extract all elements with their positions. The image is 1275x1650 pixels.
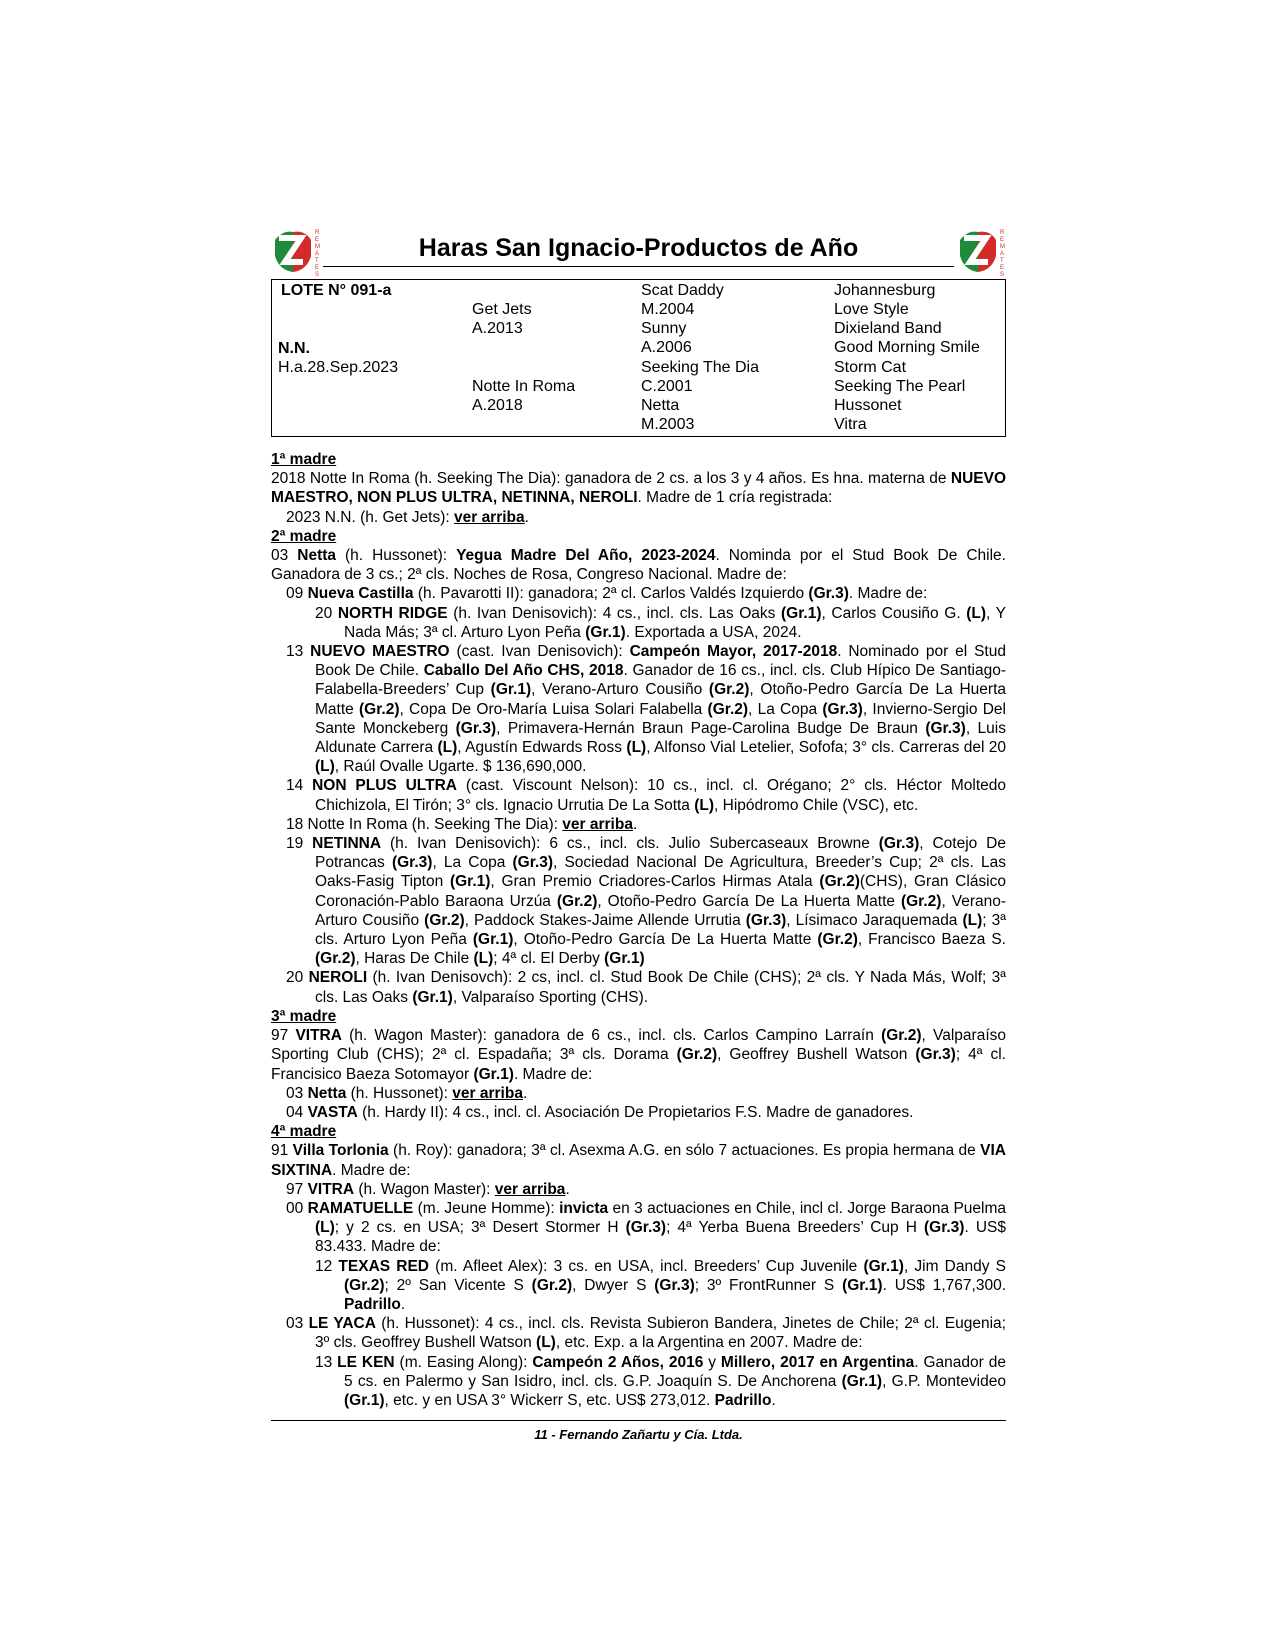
svg-text:E: E (1000, 237, 1005, 243)
dam-name: Notte In Roma (472, 378, 576, 395)
grandsire-maternal-year: C.2001 (641, 378, 693, 395)
ver-arriba-ref: ver arriba (452, 1084, 523, 1102)
paragraph: 03 Netta (h. Hussonet): Yegua Madre Del Año, 2023-2024. Nominda por el Stud Book De Chile. Ganadora de 3 cs.; 2ª cls. Noches de Rosa, Congreso Nacional. Madre de: (271, 547, 1006, 584)
sire-name: Get Jets (472, 301, 532, 318)
svg-text:R: R (315, 230, 320, 236)
ver-arriba-ref: ver arriba (453, 508, 525, 526)
grandsire-paternal-year: M.2004 (641, 301, 695, 318)
dam-year: A.2018 (472, 397, 523, 414)
produce-record (271, 450, 1006, 1410)
ancestor: Good Morning Smile (834, 339, 980, 356)
ver-arriba-ref: ver arriba (562, 815, 633, 833)
page-header (271, 226, 1006, 276)
sire-year: A.2013 (472, 320, 523, 337)
paragraph: 91 Villa Torlonia (h. Roy): ganadora; 3ª cl. Asexma A.G. en sólo 7 actuaciones. Es propia hermana de VIA SIXTINA. Madre de: (271, 1142, 1006, 1179)
grandsire-paternal: Scat Daddy (641, 282, 724, 299)
paragraph: 97 VITRA (h. Wagon Master): ganadora de 6 cs., incl. cls. Carlos Campino Larraín (Gr.2), Valparaíso Sporting Club (CHS); 2ª cl. Espadaña; 3ª cls. Dorama (Gr.2), Geoffrey Bushell Watson (Gr.3); 4ª cl. Francisico Baeza Sotomayor (Gr.1). Madre de: (271, 1027, 1006, 1083)
ancestor: Hussonet (834, 397, 902, 414)
svg-text:A: A (315, 251, 320, 257)
section-heading: 3ª madre (271, 1007, 337, 1025)
list-item: 03 Netta (h. Hussonet): ver arriba. (286, 1084, 528, 1102)
grandsire-maternal: Seeking The Dia (641, 359, 759, 376)
svg-text:M: M (315, 244, 320, 250)
section-heading: 2ª madre (271, 527, 337, 545)
catalog-page (271, 226, 1006, 1410)
page-footer: 11 - Fernando Zañartu y Cía. Ltda. (271, 1420, 1006, 1442)
list-item: 12 TEXAS RED (m. Afleet Alex): 3 cs. en USA, incl. Breeders’ Cup Juvenile (Gr.1), Jim Dandy S (Gr.2); 2º San Vicente S (Gr.2), Dwyer S (Gr.3); 3º FrontRunner S (Gr.1). US$ 1,767,300. Padrillo. (315, 1257, 1006, 1313)
list-item: 13 LE KEN (m. Easing Along): Campeón 2 Años, 2016 y Millero, 2017 en Argentina. Ganador de 5 cs. en Palermo y San Isidro, incl. cls. G.P. Joaquín S. De Anchorena (Gr.1), G.P. Montevideo (Gr.1), etc. y en USA 3° Wickerr S, etc. US$ 273,012. Padrillo. (315, 1353, 1006, 1409)
list-item: 20 NORTH RIDGE (h. Ivan Denisovich): 4 cs., incl. cls. Las Oaks (Gr.1), Carlos Cousiño G. (L), Y Nada Más; 3ª cl. Arturo Lyon Peña (Gr.1). Exportada a USA, 2024. (315, 604, 1006, 641)
list-item: 18 Notte In Roma (h. Seeking The Dia): ver arriba. (286, 815, 638, 833)
ancestor: Seeking The Pearl (834, 378, 966, 395)
ancestor: Storm Cat (834, 359, 907, 376)
granddam-maternal: Netta (641, 397, 680, 414)
list-item: 04 VASTA (h. Hardy II): 4 cs., incl. cl. Asociación De Propietarios F.S. Madre de ganadores. (286, 1103, 914, 1121)
svg-text:E: E (1000, 265, 1005, 271)
svg-text:E: E (315, 265, 320, 271)
list-item: 2023 N.N. (h. Get Jets): ver arriba. (286, 508, 529, 526)
granddam-maternal-year: M.2003 (641, 416, 695, 433)
list-item: 13 NUEVO MAESTRO (cast. Ivan Denisovich): Campeón Mayor, 2017-2018. Nominado por el Stud Book De Chile. Caballo Del Año CHS, 2018. Ganador de 16 cs., incl. cls. Club Hípico De Santiago-Falabella-Breeders’ Cup (Gr.1), Verano-Arturo Cousiño (Gr.2), Otoño-Pedro García De La Huerta Matte (Gr.2), Copa De Oro-María Luisa Solari Falabella (Gr.2), La Copa (Gr.3), Invierno-Sergio Del Sante Monckeberg (Gr.3), Primavera-Hernán Braun Page-Carolina Budge De Braun (Gr.3), Luis Aldunate Carrera (L), Agustín Edwards Ross (L), Alfonso Vial Letelier, Sofofa; 3° cls. Carreras del 20 (L), Raúl Ovalle Ugarte. $ 136,690,000. (286, 643, 1007, 776)
svg-text:R: R (1000, 230, 1005, 236)
svg-text:T: T (315, 258, 319, 264)
zr-logo-icon (956, 226, 1006, 276)
section-heading: 1ª madre (271, 451, 337, 468)
svg-text:S: S (1000, 272, 1005, 276)
list-item: 09 Nueva Castilla (h. Pavarotti II): ganadora; 2ª cl. Carlos Valdés Izquierdo (Gr.3). Madre de: (286, 585, 928, 603)
ver-arriba-ref: ver arriba (494, 1180, 566, 1198)
foal-name: N.N. (278, 340, 310, 357)
list-item: 14 NON PLUS ULTRA (cast. Viscount Nelson): 10 cs., incl. cl. Orégano; 2° cls. Héctor Moltedo Chichizola, El Tirón; 3° cls. Ignacio Urrutia De La Sotta (L), Hipódromo Chile (VSC), etc. (286, 777, 1006, 814)
granddam-paternal: Sunny (641, 320, 687, 337)
svg-text:A: A (1000, 251, 1005, 257)
foal-birth: H.a.28.Sep.2023 (278, 359, 399, 376)
zr-logo-icon (271, 226, 321, 276)
list-item: 00 RAMATUELLE (m. Jeune Homme): invicta en 3 actuaciones en Chile, incl cl. Jorge Baraona Puelma (L); y 2 cs. en USA; 3ª Desert Stormer H (Gr.3); 4ª Yerba Buena Breeders’ Cup H (Gr.3). US$ 83.433. Madre de: (286, 1199, 1006, 1256)
pedigree-table (271, 279, 1006, 437)
svg-text:E: E (315, 237, 320, 243)
ancestor: Dixieland Band (834, 320, 942, 337)
list-item: 97 VITRA (h. Wagon Master): ver arriba. (286, 1180, 570, 1198)
list-item: 03 LE YACA (h. Hussonet): 4 cs., incl. cls. Revista Subieron Bandera, Jinetes de Chile; 2ª cl. Eugenia; 3º cls. Geoffrey Bushell Watson (L), etc. Exp. a la Argentina en 2007. Madre de: (286, 1315, 1006, 1352)
svg-text:T: T (1000, 258, 1004, 264)
ancestor: Love Style (834, 301, 909, 318)
paragraph: 2018 Notte In Roma (h. Seeking The Dia): ganadora de 2 cs. a los 3 y 4 años. Es hna. materna de NUEVO MAESTRO, NON PLUS ULTRA, NETINNA, NEROLI. Madre de 1 cría registrada: (271, 470, 1006, 507)
list-item: 20 NEROLI (h. Ivan Denisovch): 2 cs, incl. cl. Stud Book De Chile (CHS); 2ª cls. Y Nada Más, Wolf; 3ª cls. Las Oaks (Gr.1), Valparaíso Sporting (CHS). (286, 969, 1006, 1006)
ancestor: Johannesburg (834, 282, 936, 299)
ancestor: Vitra (834, 416, 867, 433)
svg-text:M: M (1000, 244, 1005, 250)
lot-number: LOTE N° 091-a (281, 282, 392, 299)
granddam-paternal-year: A.2006 (641, 339, 692, 356)
list-item: 19 NETINNA (h. Ivan Denisovich): 6 cs., incl. cls. Julio Subercaseaux Browne (Gr.3), Cotejo De Potrancas (Gr.3), La Copa (Gr.3), Sociedad Nacional De Agricultura, Breeder’s Cup; 2ª cls. Las Oaks-Fasig Tipton (Gr.1), Gran Premio Criadores-Carlos Hirmas Atala (Gr.2)(CHS), Gran Clásico Coronación-Pablo Baraona Urzúa (Gr.2), Otoño-Pedro García De La Huerta Matte (Gr.2), Verano-Arturo Cousiño (Gr.2), Paddock Stakes-Jaime Allende Urrutia (Gr.3), Lísimaco Jaraquemada (L); 3ª cls. Arturo Lyon Peña (Gr.1), Otoño-Pedro García De La Huerta Matte (Gr.2), Francisco Baeza S. (Gr.2), Haras De Chile (L); 4ª cl. El Derby (Gr.1) (286, 835, 1007, 968)
svg-text:S: S (315, 272, 320, 276)
section-heading: 4ª madre (271, 1123, 337, 1141)
page-title: Haras San Ignacio-Productos de Año (323, 232, 954, 267)
